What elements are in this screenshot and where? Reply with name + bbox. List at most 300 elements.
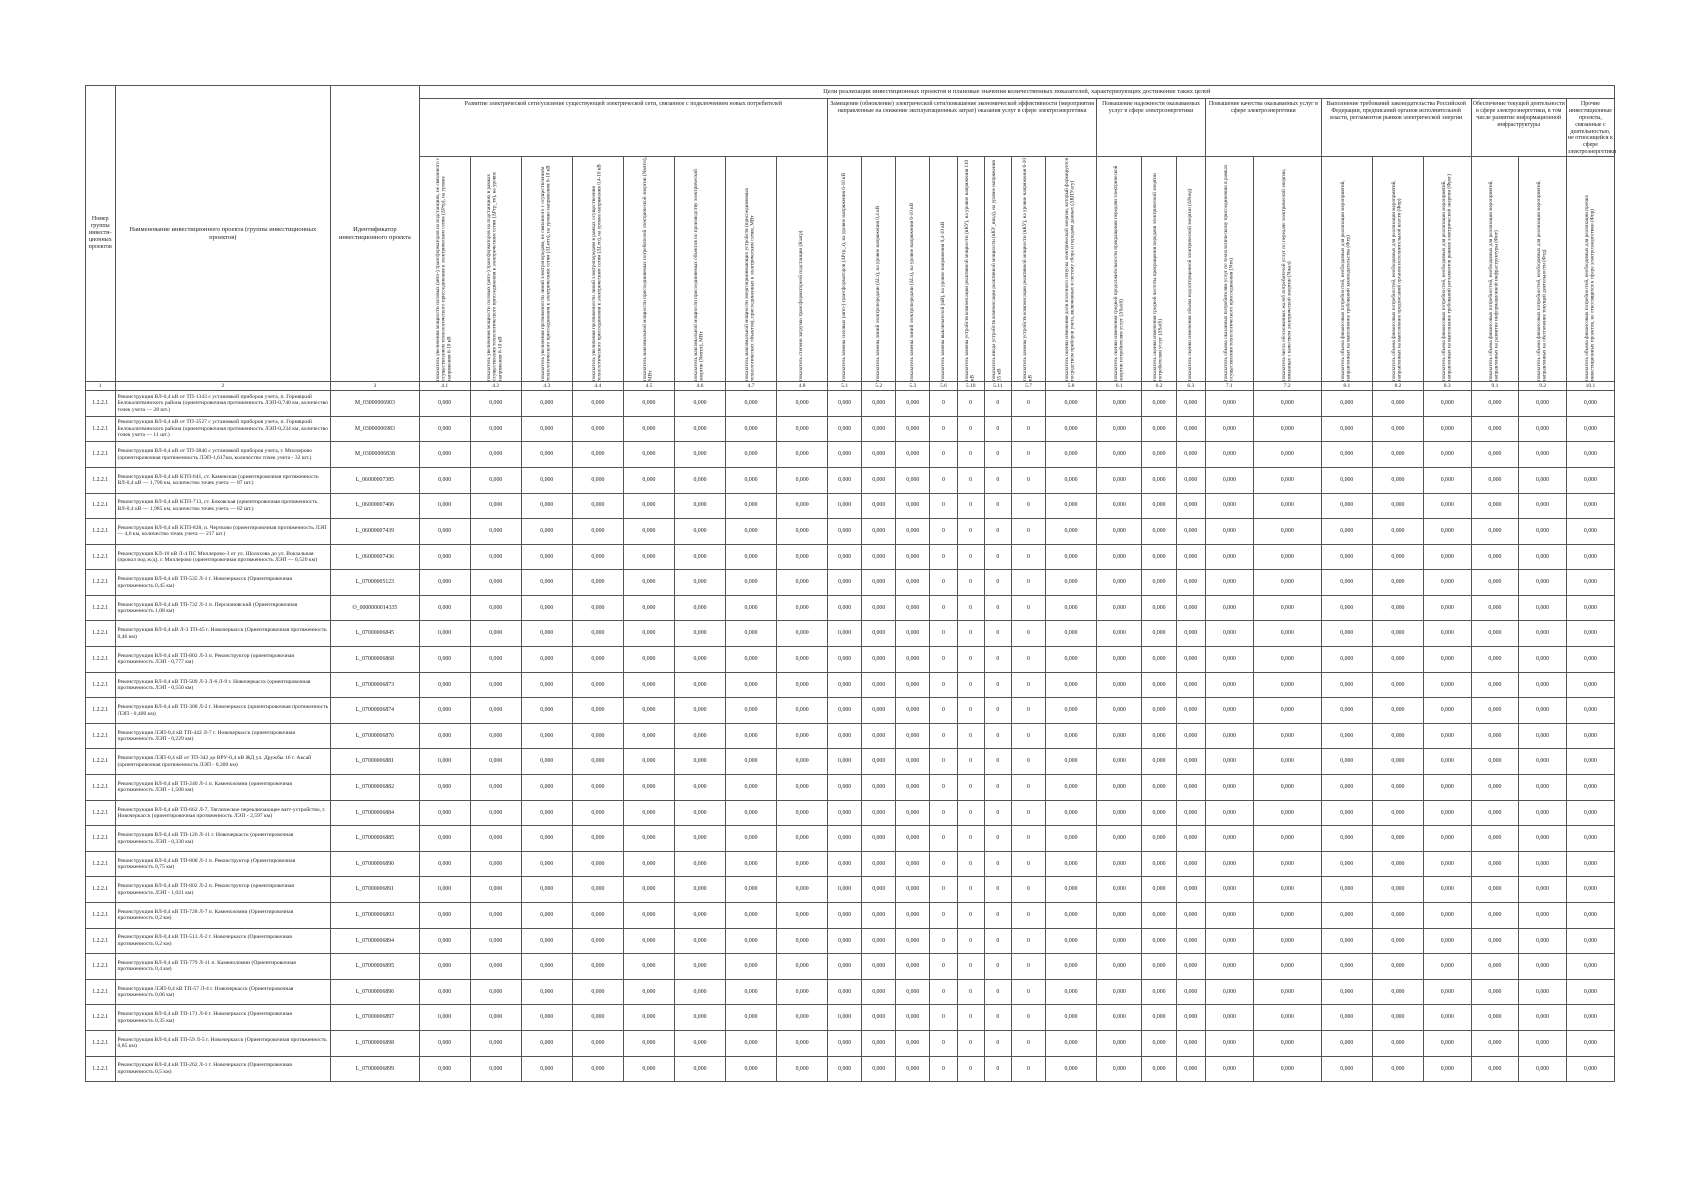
value-cell: 0,000 <box>419 775 470 801</box>
value-cell: 0,000 <box>1372 800 1423 826</box>
column-index: 4.1 <box>419 382 470 391</box>
project-name-cell: Реконструкция ВЛ-0,4 кВ ТП-802 Л-3 п. Реконструктор (ориентировочная протяженность ЛЭП - 0,777 км) <box>115 647 331 673</box>
group-number-cell: 1.2.2.1 <box>86 391 116 417</box>
value-cell: 0,000 <box>1372 672 1423 698</box>
value-cell: 0,000 <box>777 1005 828 1031</box>
value-cell: 0,000 <box>1046 979 1097 1005</box>
value-cell: 0,000 <box>521 416 572 442</box>
value-cell: 0,000 <box>1566 391 1614 417</box>
value-cell: 0 <box>984 442 1011 468</box>
value-cell: 0,000 <box>1321 519 1372 545</box>
value-cell: 0,000 <box>1206 1005 1254 1031</box>
value-cell: 0 <box>1011 877 1045 903</box>
value-cell: 0,000 <box>419 749 470 775</box>
value-cell: 0,000 <box>1566 1030 1614 1056</box>
value-cell: 0,000 <box>1142 928 1176 954</box>
value-cell: 0,000 <box>726 493 777 519</box>
group-number-cell: 1.2.2.1 <box>86 621 116 647</box>
value-cell: 0,000 <box>1142 391 1176 417</box>
value-cell: 0,000 <box>572 493 623 519</box>
value-cell: 0,000 <box>1471 519 1519 545</box>
table-row <box>86 544 1615 570</box>
value-cell: 0,000 <box>1046 519 1097 545</box>
value-cell: 0,000 <box>896 442 930 468</box>
indicator-header-label: показатель оценки изменения объема недоотпущенной электрической энергии (ΔPнед) <box>1186 188 1193 382</box>
value-cell: 0,000 <box>777 749 828 775</box>
value-cell: 0 <box>984 519 1011 545</box>
value-cell: 0,000 <box>674 928 725 954</box>
value-cell: 0,000 <box>521 749 572 775</box>
value-cell: 0,000 <box>521 621 572 647</box>
value-cell: 0 <box>957 1030 984 1056</box>
value-cell: 0 <box>930 928 957 954</box>
table-row <box>86 851 1615 877</box>
group-number-cell: 1.2.2.1 <box>86 416 116 442</box>
value-cell: 0,000 <box>1566 954 1614 980</box>
value-cell: 0,000 <box>1142 595 1176 621</box>
value-cell: 0,000 <box>1097 570 1142 596</box>
value-cell: 0,000 <box>1423 877 1471 903</box>
value-cell: 0,000 <box>1046 1030 1097 1056</box>
value-cell: 0 <box>984 800 1011 826</box>
value-cell: 0,000 <box>862 851 896 877</box>
value-cell: 0,000 <box>1423 928 1471 954</box>
value-cell: 0,000 <box>1423 595 1471 621</box>
group-number-cell: 1.2.2.1 <box>86 570 116 596</box>
value-cell: 0,000 <box>1321 493 1372 519</box>
value-cell: 0,000 <box>470 570 521 596</box>
value-cell: 0 <box>957 391 984 417</box>
value-cell: 0,000 <box>1566 647 1614 673</box>
group-legislation: Выполнение требований законодательства Российской Федерации, предписаний органов исполнительной власти, регламентов рынков электрической энергии <box>1321 99 1471 157</box>
project-name-cell: Реконструкция ВЛ-0,4 кВ ТП-262 Л-1 г. Новочеркасск (Ориентировочная протяженность 0,5 км) <box>115 1056 331 1082</box>
column-index: 8.1 <box>1321 382 1372 391</box>
value-cell: 0 <box>957 928 984 954</box>
column-index: 5.8 <box>1046 382 1097 391</box>
value-cell: 0,000 <box>896 698 930 724</box>
value-cell: 0,000 <box>1176 749 1206 775</box>
column-index: 5.2 <box>862 382 896 391</box>
value-cell: 0,000 <box>623 723 674 749</box>
value-cell: 0,000 <box>1423 467 1471 493</box>
project-id-cell: L_07000006885 <box>331 826 420 852</box>
indicator-header <box>1423 157 1471 382</box>
value-cell: 0 <box>930 570 957 596</box>
indicator-header-label: показатель замены силовых (авто-) трансформаторов (ΔPтр_з), на уровне напряжения 6-10 кВ <box>840 173 847 382</box>
value-cell: 0,000 <box>1097 1030 1142 1056</box>
value-cell: 0,000 <box>1206 672 1254 698</box>
value-cell: 0 <box>984 1056 1011 1082</box>
value-cell: 0,000 <box>1142 493 1176 519</box>
value-cell: 0 <box>930 775 957 801</box>
value-cell: 0,000 <box>1206 391 1254 417</box>
value-cell: 0,000 <box>828 442 862 468</box>
value-cell: 0,000 <box>862 698 896 724</box>
indicator-header <box>419 157 470 382</box>
value-cell: 0,000 <box>470 416 521 442</box>
project-id-cell: M_03000006838 <box>331 442 420 468</box>
value-cell: 0,000 <box>777 391 828 417</box>
group-development: Развитие электрической сети/усиление существующей электрической сети, связанное с подключением новых потребителей <box>419 99 828 157</box>
table-row <box>86 877 1615 903</box>
value-cell: 0,000 <box>419 595 470 621</box>
value-cell: 0 <box>984 1005 1011 1031</box>
value-cell: 0,000 <box>1142 954 1176 980</box>
value-cell: 0,000 <box>828 647 862 673</box>
value-cell: 0,000 <box>1321 1056 1372 1082</box>
value-cell: 0,000 <box>572 1056 623 1082</box>
value-cell: 0,000 <box>726 723 777 749</box>
value-cell: 0,000 <box>1321 800 1372 826</box>
value-cell: 0,000 <box>1372 749 1423 775</box>
value-cell: 0,000 <box>623 467 674 493</box>
value-cell: 0,000 <box>896 672 930 698</box>
value-cell: 0,000 <box>1097 723 1142 749</box>
indicator-header-label: показатель максимальной мощности присоединяемых объектов по производству электрической энергии (Nмтпг), МВт <box>693 169 705 382</box>
value-cell: 0,000 <box>1566 698 1614 724</box>
value-cell: 0,000 <box>623 851 674 877</box>
value-cell: 0,000 <box>1253 416 1321 442</box>
value-cell: 0,000 <box>1046 442 1097 468</box>
value-cell: 0,000 <box>726 1056 777 1082</box>
value-cell: 0 <box>984 749 1011 775</box>
value-cell: 0,000 <box>572 749 623 775</box>
value-cell: 0,000 <box>1471 1030 1519 1056</box>
value-cell: 0,000 <box>1566 851 1614 877</box>
table-row <box>86 826 1615 852</box>
table-row <box>86 749 1615 775</box>
value-cell: 0,000 <box>1097 1056 1142 1082</box>
value-cell: 0,000 <box>828 979 862 1005</box>
value-cell: 0 <box>930 442 957 468</box>
value-cell: 0 <box>1011 749 1045 775</box>
value-cell: 0,000 <box>1176 928 1206 954</box>
group-number-cell: 1.2.2.1 <box>86 826 116 852</box>
value-cell: 0 <box>1011 647 1045 673</box>
value-cell: 0,000 <box>896 877 930 903</box>
value-cell: 0,000 <box>1097 647 1142 673</box>
value-cell: 0,000 <box>1471 544 1519 570</box>
project-id-cell: L_07000006893 <box>331 903 420 929</box>
indicator-header <box>726 157 777 382</box>
value-cell: 0,000 <box>1423 544 1471 570</box>
value-cell: 0,000 <box>828 1056 862 1082</box>
value-cell: 0 <box>930 391 957 417</box>
value-cell: 0,000 <box>1321 928 1372 954</box>
value-cell: 0,000 <box>1566 493 1614 519</box>
indicator-header-label: показатель объема финансовых потребностей, необходимых для реализации мероприятий, направленных на обеспечение текущей деятельности (Фтд) <box>1535 180 1548 382</box>
value-cell: 0,000 <box>1046 877 1097 903</box>
value-cell: 0,000 <box>1423 621 1471 647</box>
value-cell: 0 <box>1011 698 1045 724</box>
value-cell: 0,000 <box>1097 928 1142 954</box>
value-cell: 0,000 <box>674 851 725 877</box>
value-cell: 0,000 <box>726 416 777 442</box>
value-cell: 0,000 <box>1176 1056 1206 1082</box>
value-cell: 0,000 <box>674 442 725 468</box>
value-cell: 0,000 <box>419 979 470 1005</box>
value-cell: 0,000 <box>1471 493 1519 519</box>
value-cell: 0,000 <box>521 1056 572 1082</box>
group-number-cell: 1.2.2.1 <box>86 954 116 980</box>
value-cell: 0 <box>984 544 1011 570</box>
value-cell: 0,000 <box>1206 544 1254 570</box>
value-cell: 0,000 <box>1519 647 1567 673</box>
value-cell: 0 <box>957 851 984 877</box>
value-cell: 0,000 <box>1142 979 1176 1005</box>
indicator-header-label: показатель объема финансовых потребностей, необходимых для реализации мероприятий, направленных на выполнение требований регламентов рынков электрической энергии (Фрег) <box>1440 174 1453 382</box>
value-cell: 0,000 <box>896 749 930 775</box>
table-row <box>86 672 1615 698</box>
value-cell: 0,000 <box>1471 672 1519 698</box>
value-cell: 0,000 <box>1142 826 1176 852</box>
project-id-cell: L_07000006897 <box>331 1005 420 1031</box>
value-cell: 0 <box>1011 672 1045 698</box>
value-cell: 0,000 <box>1321 723 1372 749</box>
value-cell: 0,000 <box>623 391 674 417</box>
value-cell: 0,000 <box>1372 595 1423 621</box>
value-cell: 0,000 <box>1142 1030 1176 1056</box>
value-cell: 0,000 <box>1566 928 1614 954</box>
value-cell: 0,000 <box>521 775 572 801</box>
project-id-cell: L_07000006868 <box>331 647 420 673</box>
value-cell: 0,000 <box>1142 672 1176 698</box>
value-cell: 0,000 <box>828 723 862 749</box>
value-cell: 0 <box>957 979 984 1005</box>
value-cell: 0,000 <box>521 1005 572 1031</box>
value-cell: 0 <box>984 595 1011 621</box>
value-cell: 0,000 <box>1372 1005 1423 1031</box>
value-cell: 0,000 <box>1097 826 1142 852</box>
indicator-header-label: показатель объема финансовых потребностей, необходимых для реализации мероприятий, направленных на развитие информационной инфраструктуры (Фит) <box>1488 180 1500 382</box>
value-cell: 0,000 <box>1046 749 1097 775</box>
value-cell: 0 <box>930 723 957 749</box>
value-cell: 0,000 <box>777 467 828 493</box>
value-cell: 0,000 <box>896 928 930 954</box>
value-cell: 0,000 <box>470 775 521 801</box>
value-cell: 0,000 <box>674 621 725 647</box>
value-cell: 0,000 <box>726 621 777 647</box>
value-cell: 0,000 <box>828 698 862 724</box>
table-row <box>86 775 1615 801</box>
value-cell: 0,000 <box>1253 621 1321 647</box>
value-cell: 0,000 <box>1253 775 1321 801</box>
value-cell: 0,000 <box>623 442 674 468</box>
value-cell: 0,000 <box>1206 647 1254 673</box>
value-cell: 0,000 <box>521 442 572 468</box>
group-number-cell: 1.2.2.1 <box>86 442 116 468</box>
value-cell: 0,000 <box>674 467 725 493</box>
value-cell: 0,000 <box>1046 595 1097 621</box>
indicator-header <box>862 157 896 382</box>
value-cell: 0 <box>984 698 1011 724</box>
indicator-header <box>957 157 984 382</box>
value-cell: 0,000 <box>470 928 521 954</box>
value-cell: 0,000 <box>1176 595 1206 621</box>
value-cell: 0,000 <box>1176 672 1206 698</box>
column-index: 6.1 <box>1097 382 1142 391</box>
column-index: 2 <box>115 382 331 391</box>
value-cell: 0,000 <box>1566 416 1614 442</box>
value-cell: 0 <box>930 647 957 673</box>
project-name-cell: Реконструкция ЛЭП-0,4 кВ от ТП-342 до ВРУ-0,4 кВ ЖД ул. Дружбы 16 г. Аксай (ориентировочная протяженность ЛЭП - 0,300 км) <box>115 749 331 775</box>
value-cell: 0,000 <box>572 979 623 1005</box>
value-cell: 0,000 <box>828 467 862 493</box>
value-cell: 0 <box>930 877 957 903</box>
value-cell: 0,000 <box>674 800 725 826</box>
indicator-header-label: показатель замены линий электропередачи (ΔLз), на уровне напряжения 0,4 кВ <box>874 206 881 382</box>
value-cell: 0,000 <box>572 621 623 647</box>
value-cell: 0,000 <box>1253 723 1321 749</box>
column-index: 5.1 <box>828 382 862 391</box>
value-cell: 0,000 <box>470 698 521 724</box>
value-cell: 0,000 <box>521 954 572 980</box>
group-number-cell: 1.2.2.1 <box>86 1030 116 1056</box>
project-name-cell: Реконструкция ВЛ-0,4 кВ ТП-535 Л-1 г. Новочеркасск (Ориентировочная протяженность 0,45 км) <box>115 570 331 596</box>
value-cell: 0 <box>1011 826 1045 852</box>
value-cell: 0,000 <box>1471 749 1519 775</box>
value-cell: 0,000 <box>1471 826 1519 852</box>
value-cell: 0,000 <box>862 647 896 673</box>
value-cell: 0,000 <box>726 570 777 596</box>
table-row <box>86 442 1615 468</box>
group-number-cell: 1.2.2.1 <box>86 775 116 801</box>
value-cell: 0,000 <box>862 877 896 903</box>
value-cell: 0,000 <box>1206 467 1254 493</box>
value-cell: 0,000 <box>419 416 470 442</box>
value-cell: 0,000 <box>470 647 521 673</box>
value-cell: 0,000 <box>862 672 896 698</box>
value-cell: 0,000 <box>623 954 674 980</box>
value-cell: 0 <box>930 979 957 1005</box>
value-cell: 0,000 <box>726 647 777 673</box>
value-cell: 0,000 <box>1046 493 1097 519</box>
value-cell: 0,000 <box>1176 775 1206 801</box>
value-cell: 0,000 <box>1206 851 1254 877</box>
value-cell: 0,000 <box>1471 391 1519 417</box>
value-cell: 0,000 <box>521 826 572 852</box>
value-cell: 0,000 <box>521 903 572 929</box>
value-cell: 0 <box>930 672 957 698</box>
project-name-cell: Реконструкция ВЛ-0,4 кВ ТП-662 Л-7, Тяглическое переключающее ватт-устройство, г. Новочеркасск (ориентировочная протяженность ЛЭП - 2,597 км) <box>115 800 331 826</box>
value-cell: 0,000 <box>1519 1056 1567 1082</box>
value-cell: 0 <box>930 851 957 877</box>
value-cell: 0,000 <box>470 903 521 929</box>
value-cell: 0,000 <box>896 595 930 621</box>
indicator-header <box>1142 157 1176 382</box>
value-cell: 0,000 <box>862 416 896 442</box>
value-cell: 0,000 <box>777 1030 828 1056</box>
value-cell: 0,000 <box>470 954 521 980</box>
value-cell: 0,000 <box>1206 698 1254 724</box>
indicator-header <box>1471 157 1519 382</box>
value-cell: 0,000 <box>1519 954 1567 980</box>
value-cell: 0 <box>957 467 984 493</box>
value-cell: 0,000 <box>862 519 896 545</box>
value-cell: 0,000 <box>1253 1056 1321 1082</box>
value-cell: 0,000 <box>1321 391 1372 417</box>
value-cell: 0,000 <box>1253 851 1321 877</box>
value-cell: 0,000 <box>1372 1056 1423 1082</box>
value-cell: 0 <box>957 1056 984 1082</box>
value-cell: 0,000 <box>1471 467 1519 493</box>
group-number-cell: 1.2.2.1 <box>86 595 116 621</box>
group-number-cell: 1.2.2.1 <box>86 1005 116 1031</box>
value-cell: 0 <box>984 877 1011 903</box>
value-cell: 0,000 <box>726 749 777 775</box>
value-cell: 0,000 <box>1423 800 1471 826</box>
group-number-cell: 1.2.2.1 <box>86 672 116 698</box>
value-cell: 0,000 <box>1206 1030 1254 1056</box>
value-cell: 0,000 <box>623 647 674 673</box>
value-cell: 0,000 <box>419 954 470 980</box>
value-cell: 0,000 <box>572 775 623 801</box>
value-cell: 0,000 <box>521 851 572 877</box>
column-index: 8.2 <box>1372 382 1423 391</box>
value-cell: 0,000 <box>521 877 572 903</box>
value-cell: 0,000 <box>674 877 725 903</box>
value-cell: 0,000 <box>1097 442 1142 468</box>
value-cell: 0 <box>930 1030 957 1056</box>
value-cell: 0,000 <box>1372 954 1423 980</box>
table-row <box>86 1005 1615 1031</box>
value-cell: 0,000 <box>1097 775 1142 801</box>
table-row <box>86 1030 1615 1056</box>
value-cell: 0 <box>1011 570 1045 596</box>
value-cell: 0,000 <box>674 1030 725 1056</box>
value-cell: 0 <box>984 391 1011 417</box>
value-cell: 0,000 <box>674 903 725 929</box>
group-other: Прочие инвестиционные проекты, связанные с деятельностью, не относящейся к сфере электроэнергетики <box>1566 99 1614 157</box>
value-cell: 0,000 <box>572 800 623 826</box>
indicator-header-label: показатель числа обоснованных жалоб потребителей услуг по передаче электрической энергии, связанных с качеством электрической энергии (Nжал) <box>1280 168 1293 382</box>
value-cell: 0,000 <box>777 903 828 929</box>
value-cell: 0,000 <box>470 979 521 1005</box>
value-cell: 0,000 <box>521 391 572 417</box>
value-cell: 0,000 <box>572 851 623 877</box>
value-cell: 0,000 <box>1423 442 1471 468</box>
value-cell: 0,000 <box>1519 903 1567 929</box>
table-row <box>86 391 1615 417</box>
value-cell: 0,000 <box>1206 1056 1254 1082</box>
value-cell: 0,000 <box>1519 442 1567 468</box>
indicator-header-label: показатель увеличения протяженности линий электропередачи в рамках осуществления технологического присоединения к электрическим сетям (ΔLтп), на уровне напряжения 0,4-10 кВ <box>591 164 603 382</box>
project-name-cell: Реконструкция ВЛ-0,4 кВ ТП-509 Л-3 Л-6 Л-9 г. Новочеркасск (ориентировочная протяженность ЛЭП - 0,550 км) <box>115 672 331 698</box>
value-cell: 0,000 <box>674 1005 725 1031</box>
project-name-cell: Реконструкция ЛЭП-0,4 кВ ТП-57 Л-4 г. Новочеркасск (Ориентировочная протяженность 0,06 км) <box>115 979 331 1005</box>
value-cell: 0 <box>984 979 1011 1005</box>
value-cell: 0,000 <box>1471 954 1519 980</box>
value-cell: 0,000 <box>1321 442 1372 468</box>
value-cell: 0,000 <box>419 723 470 749</box>
value-cell: 0 <box>930 903 957 929</box>
value-cell: 0,000 <box>726 877 777 903</box>
value-cell: 0,000 <box>674 749 725 775</box>
project-name-cell: Реконструкция ВЛ-0,4 кВ ТП-779 Л-11 п. Каменоломни (Ориентировочная протяженность 0,4 км) <box>115 954 331 980</box>
value-cell: 0 <box>957 749 984 775</box>
value-cell: 0,000 <box>572 698 623 724</box>
value-cell: 0 <box>957 1005 984 1031</box>
value-cell: 0 <box>957 698 984 724</box>
project-name-cell: Реконструкция ВЛ-0,4 кВ КТП-641, ст. Каменская (ориентировочная протяженность ВЛ-0,4 кВ — 1,790 км, количество точек учета — 87 шт.) <box>115 467 331 493</box>
value-cell: 0,000 <box>623 698 674 724</box>
column-index: 7.2 <box>1253 382 1321 391</box>
value-cell: 0 <box>957 672 984 698</box>
group-current-activity: Обеспечение текущей деятельности в сфере электроэнергетики, в том числе развитие информационной инфраструктуры <box>1471 99 1566 157</box>
value-cell: 0,000 <box>572 519 623 545</box>
value-cell: 0,000 <box>777 851 828 877</box>
project-id-cell: L_07000006899 <box>331 1056 420 1082</box>
